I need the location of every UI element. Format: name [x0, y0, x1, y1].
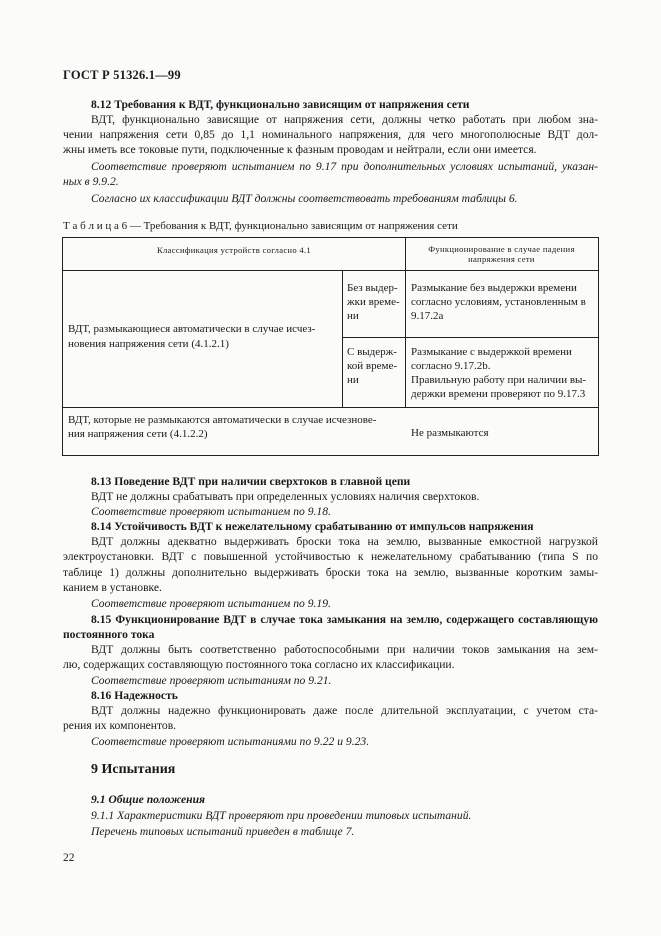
table-cell: ни: [347, 374, 359, 386]
table-cell: согласно 9.17.2b.: [411, 360, 491, 372]
check-text: Соответствие проверяют испытанием по 9.19.: [91, 597, 331, 610]
text-line: таблице 1) должны дополнительно выдерживать броски тока на землю, вызванные коротким замы-: [63, 566, 598, 579]
agree-text: Согласно их классификации ВДТ должны соответствовать требованиям таблицы 6.: [91, 192, 518, 205]
table-head-right: напряжения сети: [468, 254, 535, 264]
table-cell: ни: [347, 310, 359, 322]
check-text: Соответствие проверяют испытаниям по 9.21.: [91, 674, 332, 687]
table-cell: жки време-: [347, 296, 400, 308]
text-line: ВДТ должны быть соответственно работоспособными при наличии токов замыкания на зем-: [91, 643, 598, 656]
text-line: ВДТ должны надежно функционировать даже после длительной эксплуатации, с учетом ста-: [91, 704, 598, 717]
table-cell: ВДТ, размыкающиеся автоматически в случае исчез-: [68, 323, 316, 335]
text-line: чении напряжения сети 0,85 до 1,1 номинального напряжения, для чего многополюсные ВДТ дол-: [63, 128, 598, 141]
table-head-left: Классификация устройств согласно 4.1: [156, 245, 312, 255]
text-line: канием в установке.: [63, 581, 162, 594]
table-cell: Без выдер-: [347, 282, 398, 294]
text-line: рения их компонентов.: [63, 719, 177, 732]
text-line: ВДТ должны адекватно выдерживать броски тока на землю, вызванные емкостной нагрузкой: [91, 535, 598, 548]
text-line: лю, содержащих составляющую постоянного тока согласно их классификации.: [63, 658, 455, 671]
check-text: Соответствие проверяют испытанием по 9.18.: [91, 505, 331, 518]
text-line: ВДТ, функционально зависящие от напряжения сети, должны четко работать при любом зна-: [91, 113, 598, 126]
page-number: 22: [63, 852, 75, 864]
text-line: электроустановки. ВДТ с повышенной устойчивостью к нежелательному срабатыванию (типа S по: [63, 550, 598, 563]
table-cell: ния напряжения сети (4.1.2.2): [68, 428, 208, 440]
table-cell: кой време-: [347, 360, 398, 372]
table-cell: Размыкание с выдержкой времени: [411, 346, 572, 358]
table-cell: Размыкание без выдержки времени: [411, 282, 577, 294]
table-head-right: Функционирование в случае падения: [428, 244, 575, 254]
section-8-15-title: 8.15 Функционирование ВДТ в случае тока замыкания на землю, содержащего составляющую: [91, 613, 598, 626]
table-cell: ВДТ, которые не размыкаются автоматически в случае исчезнове-: [68, 414, 377, 426]
section-8-15-title: постоянного тока: [63, 628, 155, 641]
table-6: [62, 237, 599, 456]
table-cell: держки времени проверяют по 9.17.3: [411, 388, 586, 400]
text-line: Перечень типовых испытаний приведен в таблице 7.: [91, 825, 355, 838]
section-8-12-title: 8.12 Требования к ВДТ, функционально зависящим от напряжения сети: [91, 98, 470, 111]
document-header: ГОСТ Р 51326.1—99: [63, 68, 181, 82]
table-cell: Правильную работу при наличии вы-: [411, 374, 587, 386]
table-caption: Т а б л и ц а 6 — Требования к ВДТ, функционально зависящим от напряжения сети: [63, 220, 458, 232]
section-9-title: 9 Испытания: [91, 762, 176, 777]
table-cell: новения напряжения сети (4.1.2.1): [68, 338, 229, 350]
table-cell: Не размыкаются: [411, 427, 489, 439]
section-8-14-title: 8.14 Устойчивость ВДТ к нежелательному срабатыванию от импульсов напряжения: [91, 520, 534, 533]
table-cell: С выдерж-: [347, 346, 397, 358]
section-9-1-title: 9.1 Общие положения: [91, 793, 206, 806]
check-text: Соответствие проверяют испытанием по 9.17 при дополнительных условиях испытаний, указан-: [91, 160, 598, 173]
section-8-16-title: 8.16 Надежность: [91, 689, 178, 702]
text-line: 9.1.1 Характеристики ВДТ проверяют при проведении типовых испытаний.: [91, 809, 472, 822]
check-text: Соответствие проверяют испытаниями по 9.22 и 9.23.: [91, 735, 370, 748]
table-cell: 9.17.2а: [411, 310, 444, 322]
text-line: ВДТ не должны срабатывать при определенных условиях наличия сверхтоков.: [91, 490, 480, 503]
check-text: ных в 9.9.2.: [63, 175, 119, 188]
text-line: жны иметь все токовые пути, подключенные к фазным проводам и нейтрали, если они имеется.: [63, 143, 537, 156]
section-8-13-title: 8.13 Поведение ВДТ при наличии сверхтоков в главной цепи: [91, 475, 411, 488]
table-cell: согласно условиям, установленным в: [411, 296, 586, 308]
